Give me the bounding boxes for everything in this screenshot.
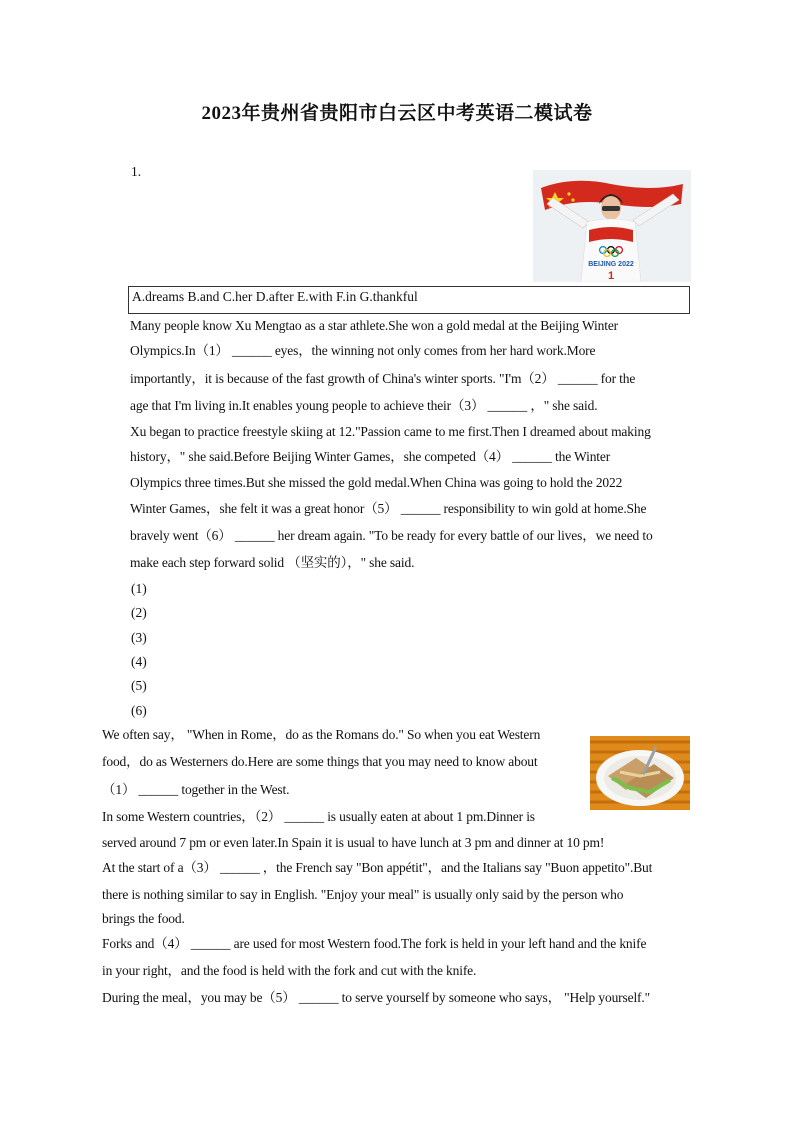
sub-question: (3) xyxy=(131,630,147,645)
passage-line: At the start of a（3） ______ ，the French say "Bon appétit"，and the Italians say "Buon appetito".But xyxy=(102,860,653,875)
passage-line: （1） ______ together in the West. xyxy=(102,782,290,797)
sub-question: (2) xyxy=(131,605,147,620)
passage-line: During the meal，you may be（5） ______ to serve yourself by someone who says， "Help yourself." xyxy=(102,990,650,1005)
food-photo xyxy=(590,736,690,810)
sandwich-plate-icon xyxy=(590,736,690,810)
sub-question: (5) xyxy=(131,678,147,693)
passage-line: food，do as Westerners do.Here are some things that you may need to know about xyxy=(102,754,538,769)
passage-line: Forks and（4） ______ are used for most Western food.The fork is held in your left hand and the knife xyxy=(102,936,647,951)
passage-line: Xu began to practice freestyle skiing at 12."Passion came to me first.Then I dreamed about making xyxy=(130,424,651,439)
passage-line: Olympics three times.But she missed the gold medal.When China was going to hold the 2022 xyxy=(130,475,623,490)
passage-line: Many people know Xu Mengtao as a star athlete.She won a gold medal at the Beijing Winter xyxy=(130,318,619,333)
athlete-photo xyxy=(533,170,691,282)
passage-line: age that I'm living in.It enables young people to achieve their（3） ______ ，" she said. xyxy=(130,398,598,413)
sub-question: (1) xyxy=(131,581,147,596)
sub-question: (6) xyxy=(131,703,147,718)
sub-question: (4) xyxy=(131,654,147,669)
options-box: A.dreams B.and C.her D.after E.with F.in G.thankful xyxy=(128,286,690,314)
passage-line: importantly，it is because of the fast growth of China's winter sports. "I'm（2） ______ for the xyxy=(130,371,636,386)
photo-caption: BEIJING 2022 xyxy=(588,261,634,268)
passage-line: in your right，and the food is held with the fork and cut with the knife. xyxy=(102,963,477,978)
bib-number: 1 xyxy=(607,270,615,282)
athlete-with-flag-icon xyxy=(533,170,691,282)
passage-line: served around 7 pm or even later.In Spain it is usual to have lunch at 3 pm and dinner at 10 pm! xyxy=(102,835,605,850)
passage-line: history，" she said.Before Beijing Winter Games，she competed（4） ______ the Winter xyxy=(130,449,611,464)
passage-line: Olympics.In（1） ______ eyes，the winning not only comes from her hard work.More xyxy=(130,343,596,358)
question-number: 1. xyxy=(131,164,142,179)
passage-line: In some Western countries，（2） ______ is usually eaten at about 1 pm.Dinner is xyxy=(102,809,535,824)
passage-line: bravely went（6） ______ her dream again. "To be ready for every battle of our lives，we need to xyxy=(130,528,653,543)
passage-line: We often say， "When in Rome，do as the Romans do." So when you eat Western xyxy=(102,727,541,742)
passage-line: Winter Games，she felt it was a great honor（5） ______ responsibility to win gold at home.She xyxy=(130,501,647,516)
page-title: 2023年贵州省贵阳市白云区中考英语二模试卷 xyxy=(201,103,593,124)
passage-line: make each step forward solid （坚实的），" she said. xyxy=(130,555,415,570)
passage-line: brings the food. xyxy=(102,911,185,926)
passage-line: there is nothing similar to say in English. "Enjoy your meal" is usually only said by the person who xyxy=(102,887,624,902)
